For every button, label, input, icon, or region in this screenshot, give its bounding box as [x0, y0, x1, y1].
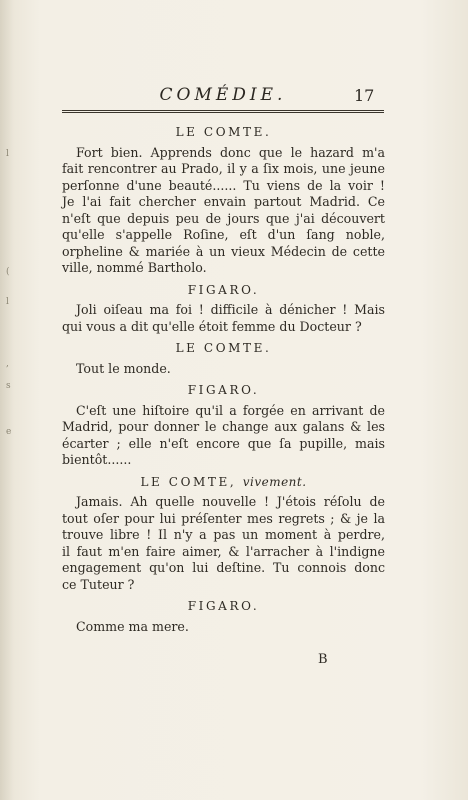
gutter-mark: , — [6, 359, 9, 369]
gutter-mark: l — [6, 149, 9, 159]
text-line: Joli oiſeau ma foi ! difficile à dénicher ! Mais — [76, 302, 385, 317]
text-line: perſonne d'une beauté...... Tu viens de la voir ! — [62, 177, 385, 193]
stage-direction: vivement. — [242, 474, 307, 489]
speaker-heading — [62, 282, 385, 299]
text-line: C'eſt une hiſtoire qu'il a forgée en arrivant de — [76, 402, 385, 418]
text-line: orpheline & mariée à un vieux Médecin de cette — [62, 243, 385, 259]
text-line: qu'elle s'appelle Roſine, eſt d'un ſang noble, — [62, 227, 385, 242]
speaker-heading — [62, 340, 385, 357]
gutter-mark: e — [6, 427, 12, 437]
text-line: Jamais. Ah quelle nouvelle ! J'étois réſolu de — [76, 494, 385, 509]
text-line: fait rencontrer au Prado, il y a ſix mois, une jeune — [62, 161, 385, 176]
text-line: Je l'ai fait chercher envain partout Madrid. Ce — [62, 194, 385, 209]
text-line: il faut m'en faire aimer, & l'arracher à l'indigne — [62, 543, 385, 559]
text-line: Comme ma mere. — [76, 618, 189, 634]
speaker-name: LE COMTE, — [140, 474, 237, 489]
gutter-mark: l — [6, 297, 9, 307]
speaker-heading — [62, 474, 385, 491]
speaker-heading — [62, 382, 385, 399]
text-line: Tout le monde. — [76, 360, 171, 376]
page-number: 17 — [354, 86, 375, 105]
text-line: Fort bien. Apprends donc que le hazard m'a — [76, 144, 385, 160]
signature-mark: B — [318, 652, 328, 667]
text-line: bientôt...... — [62, 452, 132, 467]
text-line: trouve libre ! Il n'y a pas un moment à perdre, — [62, 527, 385, 542]
text-line: Madrid, pour donner le change aux galans & les — [62, 419, 385, 434]
gutter-mark: s — [6, 381, 11, 391]
text-line: qui vous a dit qu'elle étoit femme du Docteur ? — [62, 318, 362, 334]
text-line: engagement qu'on lui deſtine. Tu connois donc — [62, 560, 385, 575]
speaker-name: FIGARO. — [187, 599, 260, 613]
speaker-name: FIGARO. — [187, 383, 260, 397]
dialogue-body — [62, 120, 385, 635]
speaker-name: FIGARO. — [187, 282, 260, 297]
header-rule — [62, 110, 384, 113]
speaker-name: LE COMTE. — [175, 125, 272, 139]
text-line: n'eſt que depuis peu de jours que j'ai découvert — [62, 210, 385, 226]
speaker-heading — [62, 124, 385, 141]
text-line: tout oſer pour lui préſenter mes regrets ; & je la — [62, 510, 385, 526]
text-line: ville, nommé Bartholo. — [62, 260, 207, 275]
text-line: ce Tuteur ? — [62, 576, 135, 592]
text-line: écarter ; elle n'eſt encore que ſa pupille, mais — [62, 435, 385, 451]
running-head: COMÉDIE. — [159, 85, 287, 105]
speaker-name: LE COMTE. — [175, 341, 272, 355]
gutter-mark: ( — [6, 267, 10, 277]
speaker-heading — [62, 598, 385, 615]
